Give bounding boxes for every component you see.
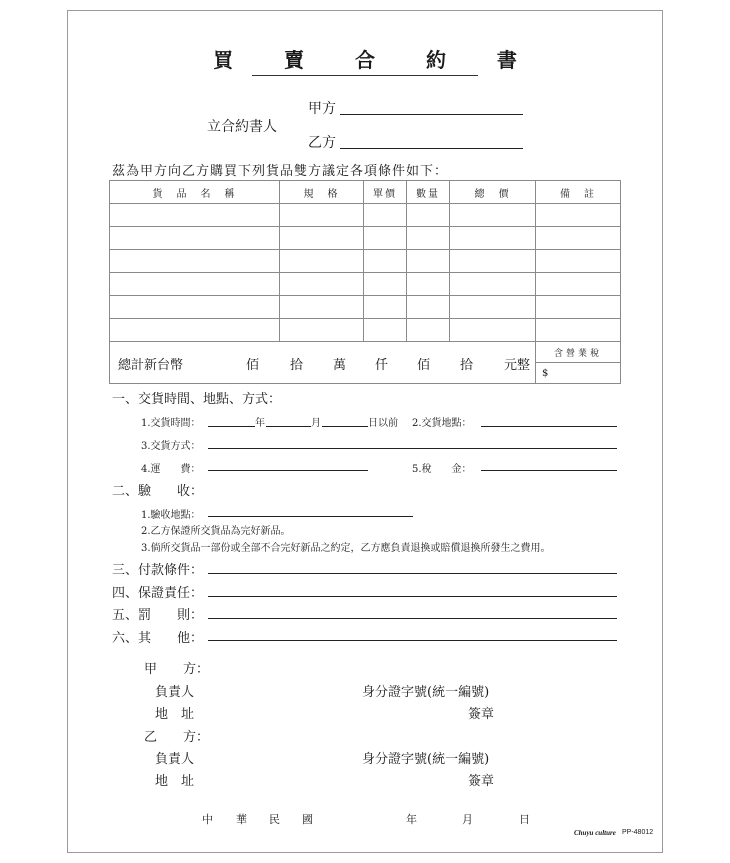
delivery-year-field[interactable] [208,426,255,427]
header-total-price: 總 價 [450,181,536,204]
party-b-label: 乙方 [308,135,336,151]
header-quantity: 數量 [407,181,450,204]
delivery-time-label: 1.交貨時間： [141,418,201,429]
table-row[interactable] [110,227,621,250]
date-year: 年 [406,813,417,826]
section-1-title: 一、交貨時間、地點、方式： [112,392,282,407]
date-month: 月 [462,813,473,826]
section-4-title: 四、保證責任： [112,586,204,601]
table-row[interactable] [110,296,621,319]
unit-hundred-2: 佰 [417,358,431,373]
party-a-field[interactable] [340,114,523,115]
brand-logo: Chuyu culture [574,829,616,837]
freight-field[interactable] [208,470,368,471]
party-b-seal-label: 簽章 [468,774,495,789]
delivery-place-field[interactable] [481,426,617,427]
party-a-signature-title: 甲 方： [144,662,210,677]
before-day-label: 日以前 [368,418,398,429]
unit-thousand: 仟 [375,358,389,373]
tax-included-label: 含營業稅 [536,342,621,363]
table-row[interactable] [110,204,621,227]
contract-parties-label: 立合約書人 [207,119,277,135]
unit-dollar: 元整 [504,358,531,373]
party-b-address-label: 地 址 [155,774,195,789]
party-a-address-label: 地 址 [155,707,195,722]
total-label: 總計新台幣 [118,358,184,373]
header-item-name: 貨 品 名 稱 [110,181,280,204]
unit-hundred-1: 佰 [246,358,260,373]
date-day: 日 [519,813,530,826]
goods-table [109,180,621,384]
freight-label: 4.運 費： [141,464,201,475]
other-field[interactable] [208,640,617,641]
delivery-month-field[interactable] [266,426,311,427]
header-unit-price: 單價 [364,181,407,204]
tax-field[interactable] [481,470,617,471]
date-guo: 國 [302,813,313,826]
party-a-id-label: 身分證字號(統一編號) [362,685,490,700]
delivery-method-field[interactable] [208,448,617,449]
tax-amount-field[interactable]: $ [536,363,621,384]
product-code: PP-48012 [622,829,654,836]
party-b-person-label: 負責人 [155,752,195,767]
party-b-id-label: 身分證字號(統一編號) [362,752,490,767]
section-6-title: 六、其 他： [112,631,204,646]
party-b-signature-title: 乙 方： [144,730,210,745]
section-3-title: 三、付款條件： [112,563,204,578]
inspection-place-label: 1.驗收地點： [141,510,201,521]
delivery-day-field[interactable] [322,426,368,427]
year-label: 年 [255,418,265,429]
title-underline [252,75,478,76]
party-a-label: 甲方 [308,101,336,117]
payment-terms-field[interactable] [208,573,617,574]
document-title: 買 賣 合 約 書 [213,48,539,72]
unit-ten-2: 拾 [460,358,474,373]
table-row[interactable] [110,319,621,342]
header-spec: 規 格 [280,181,364,204]
warranty-field[interactable] [208,596,617,597]
penalty-field[interactable] [208,618,617,619]
intro-text: 茲為甲方向乙方購買下列貨品雙方議定各項條件如下： [112,164,449,179]
delivery-place-label: 2.交貨地點： [412,418,472,429]
unit-ten-1: 拾 [290,358,304,373]
party-a-seal-label: 簽章 [468,707,495,722]
section-2-title: 二、驗 收： [112,484,204,499]
tax-label: 5.稅 金： [412,464,472,475]
total-amount-cell[interactable] [110,342,536,384]
inspection-clause-3: 3.倘所交貨品一部份或全部不合完好新品之約定，乙方應負責退換或賠償退換所發生之費用。 [141,543,551,554]
inspection-place-field[interactable] [208,516,413,517]
party-a-person-label: 負責人 [155,685,195,700]
header-remarks: 備 註 [536,181,621,204]
date-min: 民 [269,813,280,826]
date-hua: 華 [236,813,247,826]
month-label: 月 [311,418,321,429]
table-row[interactable] [110,273,621,296]
date-zhong: 中 [202,813,213,826]
section-5-title: 五、罰 則： [112,608,204,623]
unit-ten-thousand: 萬 [333,358,347,373]
table-row[interactable] [110,250,621,273]
party-b-field[interactable] [340,148,523,149]
inspection-clause-2: 2.乙方保證所交貨品為完好新品。 [141,526,291,537]
delivery-method-label: 3.交貨方式： [141,441,201,452]
